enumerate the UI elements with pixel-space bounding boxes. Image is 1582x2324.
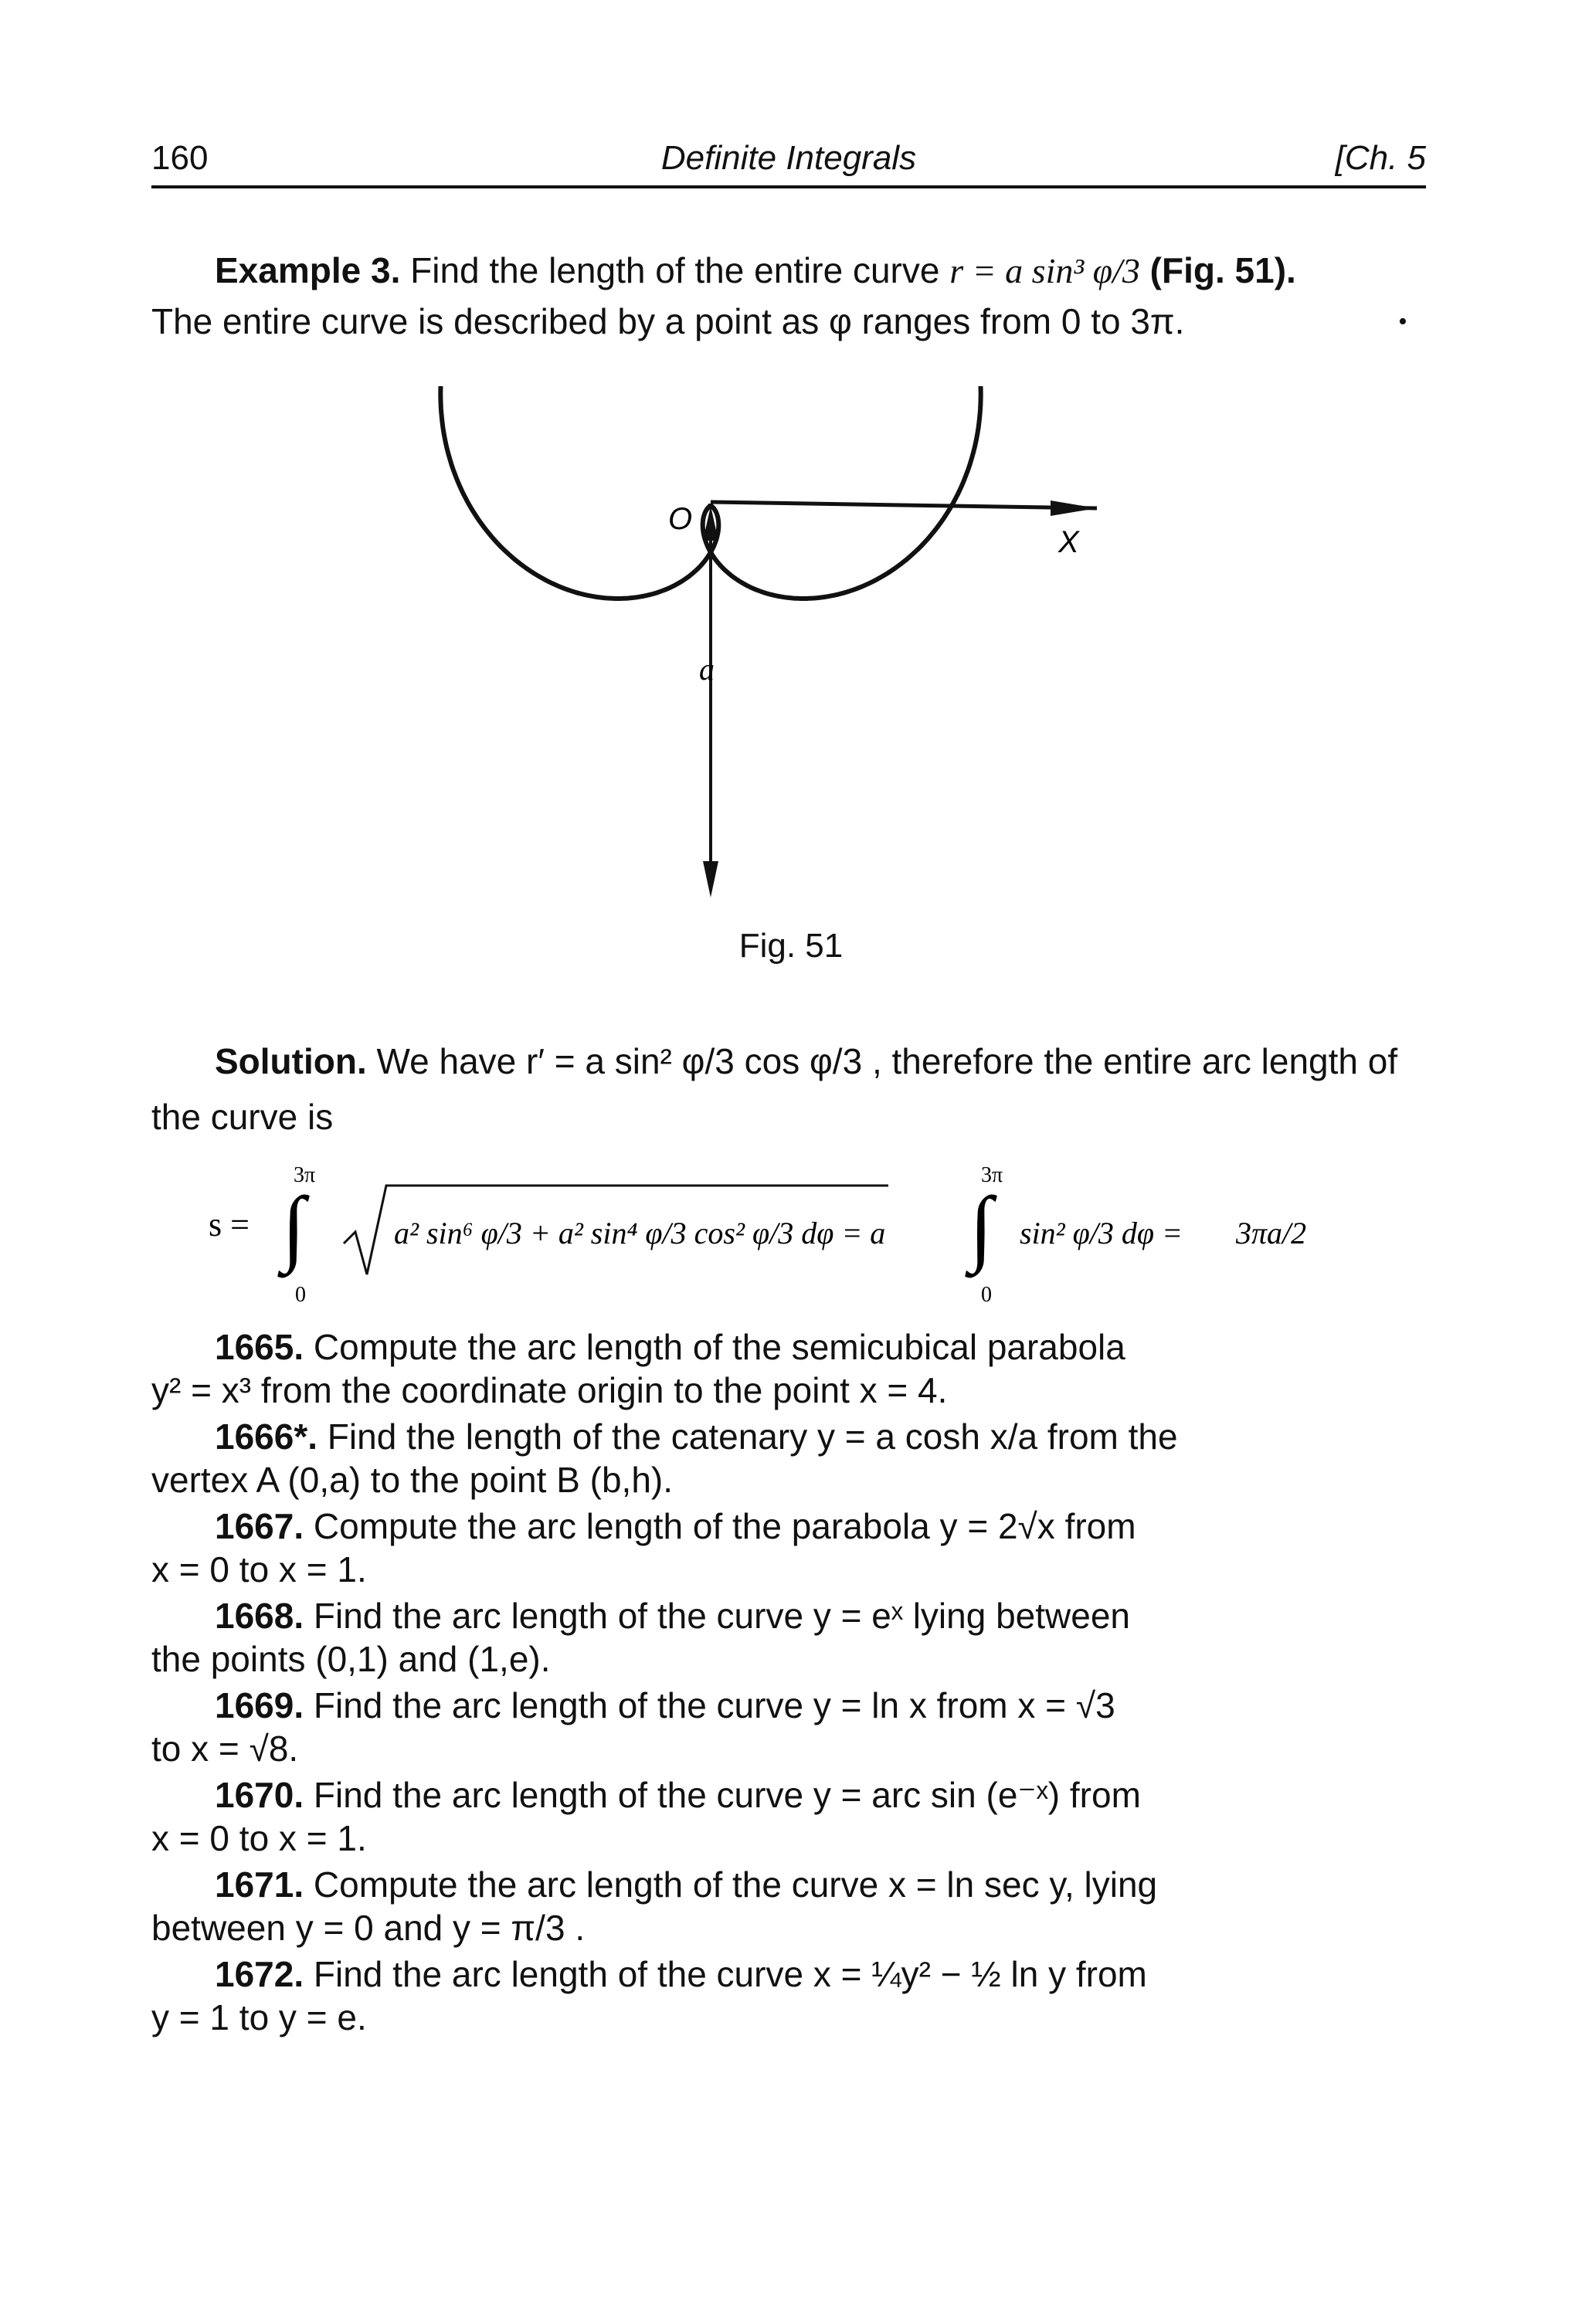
example-text-a: Find the length of the entire curve <box>410 250 940 290</box>
stray-dot: • <box>1398 307 1407 336</box>
problem-text: Compute the arc length of the parabola y = 2√x from <box>313 1506 1136 1546</box>
solution-line-1 <box>215 1036 1489 1086</box>
problem-text: Compute the arc length of the curve x = ln sec y, lying <box>313 1864 1158 1905</box>
figure-caption: Fig. 51 <box>738 927 844 965</box>
eq-integrand-2: sin² φ/3 dφ = <box>1020 1216 1183 1250</box>
problem-line-1 <box>215 1681 1489 1730</box>
arc-length-equation <box>209 1159 1414 1313</box>
problem-number: 1669. <box>215 1685 314 1725</box>
eq-lower-limit-2: 0 <box>981 1283 992 1307</box>
page-number: 160 <box>151 139 209 177</box>
problem-line-1 <box>215 1501 1489 1551</box>
problem-number: 1666*. <box>215 1416 328 1457</box>
example-line-2: The entire curve is described by a point as φ ranges from 0 to 3π. <box>151 301 1185 341</box>
problem-number: 1671. <box>215 1864 314 1905</box>
eq-lower-limit-1: 0 <box>295 1283 306 1307</box>
problem-line-2: x = 0 to x = 1. <box>151 1549 367 1589</box>
chapter-label: [Ch. 5 <box>1335 139 1426 177</box>
problem-line-2: vertex A (0,a) to the point B (b,h). <box>151 1460 674 1500</box>
origin-label: O <box>668 502 693 536</box>
problem-number: 1667. <box>215 1506 314 1546</box>
problem-line-1 <box>215 1412 1489 1461</box>
x-axis-arrowhead <box>1051 500 1097 516</box>
problem-line-1 <box>215 1322 1489 1372</box>
eq-upper-limit-2: 3π <box>981 1163 1003 1187</box>
problem-line-2: the points (0,1) and (1,e). <box>151 1639 551 1679</box>
eq-upper-limit-1: 3π <box>294 1163 316 1187</box>
radius-label: a <box>699 652 715 687</box>
running-header <box>151 139 1426 188</box>
problem-text: Find the arc length of the curve x = ¼y² − ½ ln y from <box>313 1954 1147 1994</box>
integral-sign-2: ∫ <box>969 1179 993 1274</box>
problem-number: 1670. <box>215 1775 314 1815</box>
problem-line-1 <box>215 1949 1489 1999</box>
example-fig-ref: (Fig. 51). <box>1149 250 1296 290</box>
problem-line-2: x = 0 to x = 1. <box>151 1818 367 1858</box>
problem-line-1 <box>215 1770 1489 1820</box>
solution-label: Solution. <box>215 1041 367 1081</box>
problem-line-2: y² = x³ from the coordinate origin to the point x = 4. <box>151 1370 948 1410</box>
problem-number: 1668. <box>215 1596 314 1636</box>
eq-s: s = <box>209 1206 250 1243</box>
problem-text: Find the arc length of the curve y = ln x from x = √3 <box>313 1685 1115 1725</box>
problem-number: 1672. <box>215 1954 314 1994</box>
problem-number: 1665. <box>215 1327 314 1367</box>
solution-text-a: We have r′ = a sin² φ/3 cos φ/3 , therefore the entire arc length of <box>376 1041 1398 1081</box>
problem-line-1 <box>215 1860 1489 1909</box>
problem-text: Find the arc length of the curve y = eˣ lying between <box>313 1596 1131 1636</box>
example-label: Example 3. <box>215 250 401 290</box>
problem-line-1 <box>215 1591 1489 1640</box>
problem-line-2: y = 1 to y = e. <box>151 1997 367 2037</box>
solution-line-2: the curve is <box>151 1097 334 1137</box>
problem-text: Compute the arc length of the semicubical parabola <box>313 1327 1125 1367</box>
problem-text: Find the arc length of the curve y = arc sin (e⁻ˣ) from <box>313 1775 1141 1815</box>
problem-line-2: to x = √8. <box>151 1729 299 1769</box>
x-axis-label: X <box>1058 525 1079 559</box>
problem-line-2: between y = 0 and y = π/3 . <box>151 1908 586 1948</box>
problem-text: Find the length of the catenary y = a cosh x/a from the <box>327 1416 1178 1457</box>
eq-result: 3πa/2 <box>1236 1216 1307 1250</box>
running-title: Definite Integrals <box>660 139 917 177</box>
x-axis <box>711 502 1097 508</box>
example-line-1 <box>215 246 1489 296</box>
integral-sign-1: ∫ <box>282 1179 306 1274</box>
figure-51-curve <box>433 386 1174 927</box>
radius-arrowhead-bottom <box>703 861 718 897</box>
eq-integrand: a² sin⁶ φ/3 + a² sin⁴ φ/3 cos² φ/3 dφ = a <box>394 1216 886 1250</box>
example-formula: r = a sin³ φ/3 <box>949 251 1140 290</box>
